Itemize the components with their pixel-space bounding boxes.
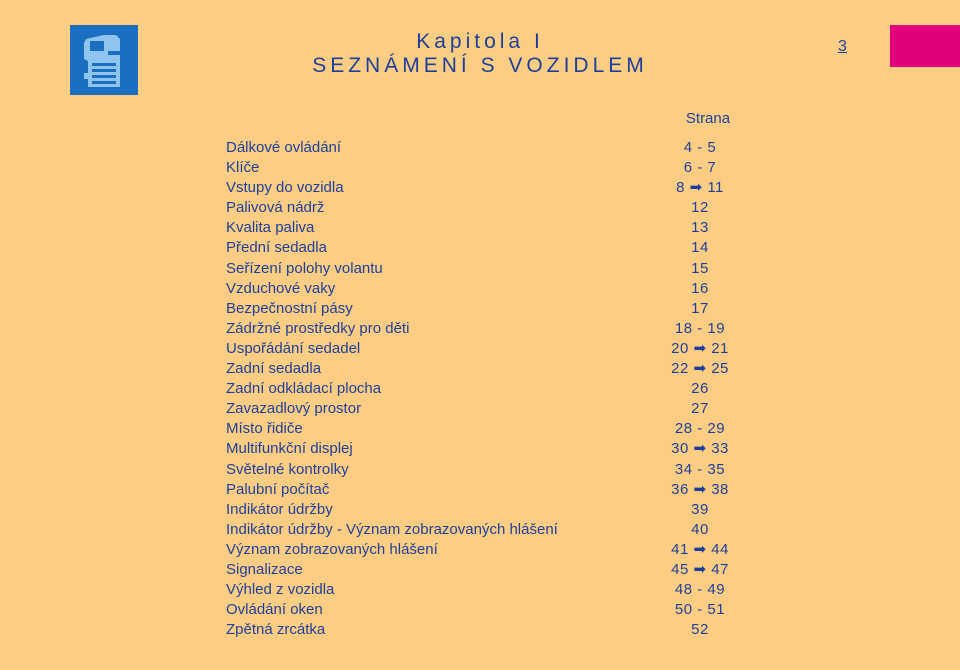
chapter-heading — [240, 30, 720, 78]
toc-entry-title: Multifunkční displej — [226, 440, 353, 458]
toc-entry-title: Indikátor údržby — [226, 500, 333, 518]
toc-entry-title: Vstupy do vozidla — [226, 179, 344, 197]
pages-column-header: Strana — [685, 110, 731, 127]
table-of-contents — [226, 138, 746, 640]
toc-entry[interactable] — [226, 439, 746, 459]
toc-entry-pages: 26 — [691, 380, 709, 398]
toc-entry-pages: 28 - 29 — [674, 420, 726, 438]
toc-entry-pages: 50 - 51 — [674, 601, 726, 619]
toc-entry-title: Zadní odkládací plocha — [226, 380, 382, 398]
toc-entry[interactable] — [226, 339, 746, 359]
toc-entry-title: Význam zobrazovaných hlášení — [226, 540, 438, 558]
toc-entry-title: Kvalita paliva — [226, 219, 315, 237]
toc-entry-title: Zavazadlový prostor — [226, 400, 362, 418]
toc-entry-title: Palubní počítač — [226, 480, 330, 498]
toc-entry-title: Uspořádání sedadel — [226, 339, 361, 357]
toc-entry-title: Zpětná zrcátka — [226, 621, 326, 639]
toc-entry-title: Indikátor údržby - Význam zobrazovaných hlášení — [226, 520, 558, 538]
toc-entry-title: Palivová nádrž — [226, 199, 325, 217]
toc-entry-title: Dálkové ovládání — [226, 139, 342, 156]
toc-entry-title: Přední sedadla — [226, 239, 327, 257]
toc-entry-pages: 4 - 5 — [683, 139, 717, 156]
toc-entry-pages: 14 — [691, 239, 709, 257]
toc-entry-pages: 17 — [691, 299, 709, 317]
toc-entry-pages: 39 — [691, 500, 709, 518]
toc-entry[interactable] — [226, 379, 746, 399]
toc-entry-title: Klíče — [226, 159, 260, 177]
toc-entry-pages: 52 — [691, 621, 709, 639]
toc-entry-pages: 30 ➡ 33 — [671, 440, 729, 458]
toc-entry[interactable] — [226, 319, 746, 339]
toc-entry-title: Místo řidiče — [226, 420, 303, 438]
car-side-view-icon — [70, 25, 138, 95]
toc-entry-pages: 45 ➡ 47 — [671, 560, 729, 578]
toc-entry-pages: 20 ➡ 21 — [671, 339, 729, 357]
toc-entry-pages: 48 - 49 — [674, 581, 726, 599]
toc-entry-title: Zadní sedadla — [226, 360, 322, 378]
page-number-link[interactable]: 3 — [838, 38, 847, 55]
chapter-label: Kapitola I — [416, 30, 544, 53]
toc-entry-pages: 22 ➡ 25 — [671, 360, 729, 378]
toc-entry[interactable] — [226, 158, 746, 178]
toc-entry-pages: 41 ➡ 44 — [671, 540, 729, 558]
toc-entry-title: Výhled z vozidla — [226, 581, 335, 599]
toc-entry-pages: 6 - 7 — [683, 159, 717, 177]
toc-entry[interactable] — [226, 580, 746, 600]
chapter-title: SEZNÁMENÍ S VOZIDLEM — [312, 54, 648, 77]
toc-entry-title: Vzduchové vaky — [226, 279, 336, 297]
toc-entry[interactable] — [226, 500, 746, 520]
toc-entry[interactable] — [226, 620, 746, 640]
toc-entry[interactable] — [226, 218, 746, 238]
toc-entry-title: Signalizace — [226, 560, 303, 578]
toc-entry[interactable] — [226, 178, 746, 198]
toc-entry[interactable] — [226, 419, 746, 439]
toc-entry-title: Zádržné prostředky pro děti — [226, 319, 410, 337]
toc-entry[interactable] — [226, 279, 746, 299]
toc-entry-pages: 13 — [691, 219, 709, 237]
toc-entry-pages: 12 — [691, 199, 709, 217]
toc-entry-pages: 36 ➡ 38 — [671, 480, 729, 498]
toc-entry-pages: 16 — [691, 279, 709, 297]
toc-entry-pages: 34 - 35 — [674, 460, 726, 478]
toc-entry-pages: 15 — [691, 259, 709, 277]
toc-entry[interactable] — [226, 600, 746, 620]
toc-entry[interactable] — [226, 238, 746, 258]
chapter-tab — [890, 25, 960, 67]
toc-entry[interactable] — [226, 520, 746, 540]
toc-entry[interactable] — [226, 299, 746, 319]
toc-entry[interactable] — [226, 399, 746, 419]
toc-entry-title: Světelné kontrolky — [226, 460, 349, 478]
toc-entry-pages: 40 — [691, 520, 709, 538]
toc-entry-pages: 18 - 19 — [674, 319, 726, 337]
toc-entry[interactable] — [226, 540, 746, 560]
toc-entry[interactable] — [226, 138, 746, 158]
toc-entry[interactable] — [226, 460, 746, 480]
toc-entry[interactable] — [226, 198, 746, 218]
toc-entry-title: Bezpečnostní pásy — [226, 299, 353, 317]
toc-entry-title: Seřízení polohy volantu — [226, 259, 383, 277]
toc-entry-pages: 27 — [691, 400, 709, 418]
toc-entry-pages: 8 ➡ 11 — [676, 179, 724, 197]
toc-entry[interactable] — [226, 560, 746, 580]
toc-entry[interactable] — [226, 359, 746, 379]
toc-entry[interactable] — [226, 259, 746, 279]
toc-entry[interactable] — [226, 480, 746, 500]
toc-entry-title: Ovládání oken — [226, 601, 323, 619]
